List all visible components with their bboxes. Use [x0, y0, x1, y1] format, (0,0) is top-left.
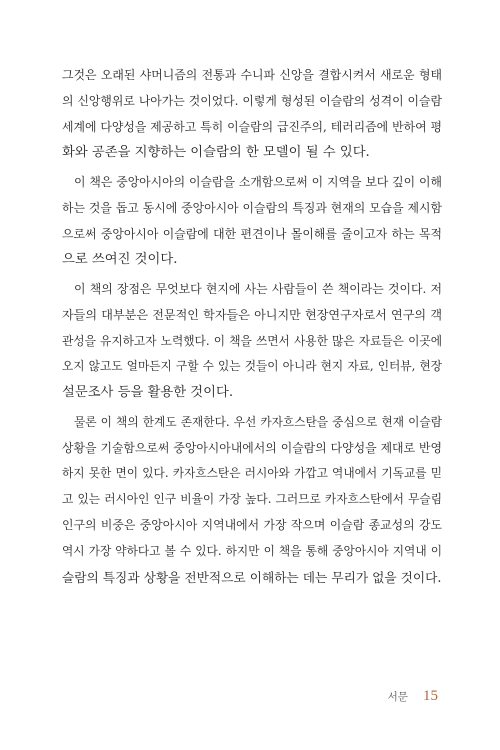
text-line: 자들의 대부분은 전문적인 학자들은 아니지만 현장연구자로서 연구의 객 — [62, 307, 442, 322]
text-line: 그것은 오래된 샤머니즘의 전통과 수니파 신앙을 결합시켜서 새로운 형태 — [62, 68, 442, 82]
text-line: 화와 공존을 지향하는 이슬람의 한 모델이 될 수 있다. — [62, 145, 370, 161]
text-line: 이 책의 장점은 무엇보다 현지에 사는 사람들이 쓴 책이라는 것이다. 저 — [74, 281, 442, 296]
text-line: 세계에 다양성을 제공하고 특히 이슬람의 급진주의, 테러리즘에 반하여 평 — [62, 119, 442, 134]
text-line: 역시 가장 약하다고 볼 수 있다. 하지만 이 책을 통해 중앙아시아 지역내 이 — [62, 543, 442, 558]
paragraph-2 — [62, 170, 442, 273]
paragraph-3 — [62, 277, 442, 406]
page-footer — [0, 686, 438, 705]
text-line: 으로써 중앙아시아 이슬람에 대한 편견이나 몰이해를 줄이고자 하는 목적 — [62, 226, 442, 241]
text-line: 하는 것을 돕고 동시에 중앙아시아 이슬람의 특징과 현재의 모습을 제시함 — [62, 200, 442, 215]
text-line: 물론 이 책의 한계도 존재한다. 우선 카자흐스탄을 중심으로 현재 이슬람 — [74, 414, 442, 429]
text-line: 인구의 비중은 중앙아시아 지역내에서 가장 작으며 이슬람 종교성의 강도 — [62, 517, 442, 532]
text-line: 슬람의 특징과 상황을 전반적으로 이해하는 데는 무리가 없을 것이다. — [62, 569, 442, 585]
paragraph-4 — [62, 410, 442, 591]
page-body — [62, 63, 442, 594]
text-line: 의 신앙행위로 나아가는 것이었다. 이렇게 형성된 이슬람의 성격이 이슬람 — [62, 93, 442, 108]
section-label: 서문 — [387, 691, 408, 703]
text-line: 이 책은 중앙아시아의 이슬람을 소개함으로써 이 지역을 보다 깊이 이해 — [74, 174, 442, 189]
text-line: 관성을 유지하고자 노력했다. 이 책을 쓰면서 사용한 많은 자료들은 이곳에 — [62, 333, 442, 348]
text-line: 상황을 기술함으로써 중앙아시아내에서의 이슬람의 다양성을 제대로 반영 — [62, 440, 442, 455]
text-line: 설문조사 등을 활용한 것이다. — [62, 385, 234, 401]
page-number: 15 — [423, 688, 438, 704]
text-line: 고 있는 러시아인 인구 비율이 가장 높다. 그러므로 카자흐스탄에서 무슬림 — [62, 492, 442, 507]
text-line: 오지 않고도 얼마든지 구할 수 있는 것들이 아니라 현지 자료, 인터뷰, 현장 — [62, 359, 442, 374]
paragraph-1 — [62, 63, 442, 166]
text-line: 하지 못한 면이 있다. 카자흐스탄은 러시아와 가깝고 역내에서 기독교를 믿 — [62, 466, 442, 481]
text-line: 으로 쓰여진 것이다. — [62, 252, 178, 268]
